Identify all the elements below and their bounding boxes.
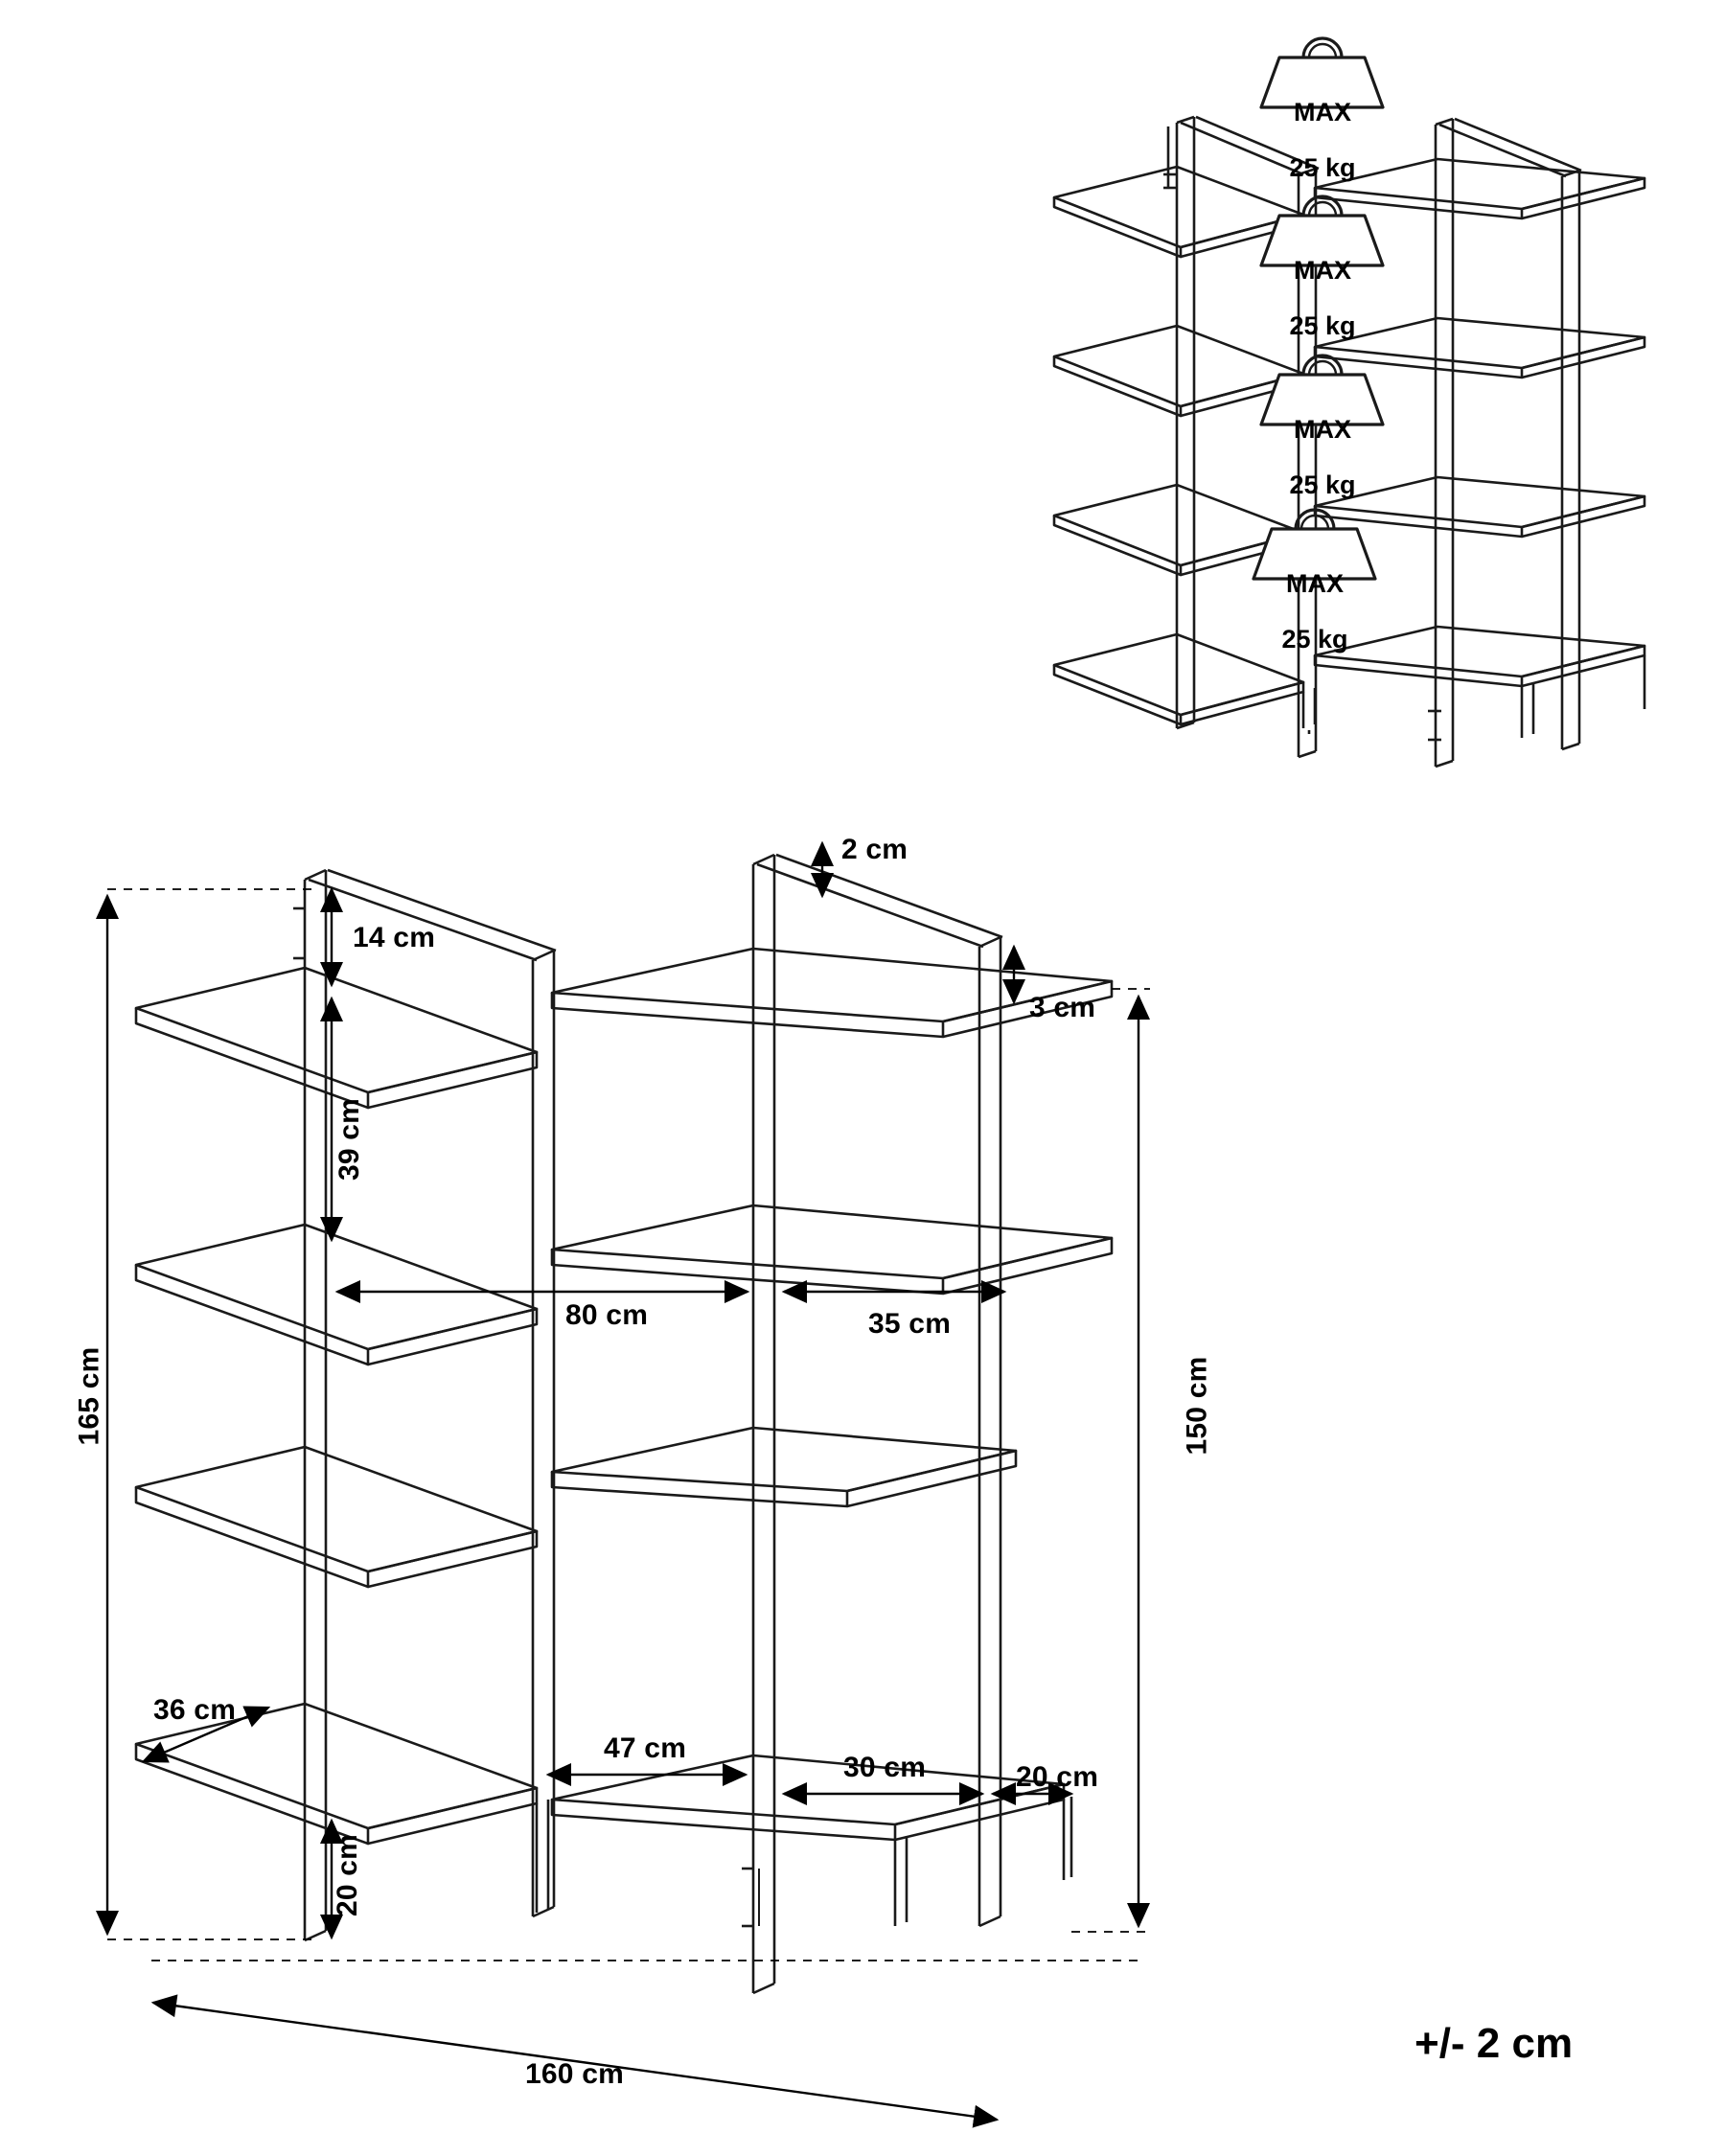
max-load-line1-4: MAX — [1286, 569, 1344, 599]
max-load-label-1 — [1263, 71, 1382, 183]
max-load-label-2 — [1263, 229, 1382, 341]
dimension-total-width: 160 cm — [525, 2058, 624, 2090]
max-load-line1-2: MAX — [1294, 256, 1351, 286]
max-load-line2-3: 25 kg — [1289, 470, 1356, 500]
dimension-total-height: 165 cm — [73, 1346, 105, 1446]
dimension-shelf-thickness: 3 cm — [1029, 992, 1096, 1023]
dimension-top-shelf-gap: 14 cm — [353, 922, 436, 953]
max-load-line1-1: MAX — [1294, 98, 1351, 127]
max-load-line2-4: 25 kg — [1281, 625, 1348, 654]
dimension-lower-right-span: 30 cm — [843, 1752, 927, 1783]
dimension-lower-left-span: 47 cm — [604, 1732, 687, 1764]
dimension-tier-gap: 39 cm — [334, 1097, 366, 1181]
dimension-top-offset: 2 cm — [841, 834, 908, 865]
dimension-lower-end-span: 20 cm — [1016, 1761, 1099, 1793]
dimension-left-shelf-width: 80 cm — [565, 1299, 649, 1331]
max-load-label-3 — [1263, 388, 1382, 500]
dimension-lines — [107, 843, 1150, 2120]
max-load-line1-3: MAX — [1294, 415, 1351, 445]
max-load-line2-2: 25 kg — [1289, 311, 1356, 341]
tolerance-note: +/- 2 cm — [1414, 2020, 1574, 2067]
dimension-depth: 36 cm — [153, 1694, 237, 1726]
dimension-right-shelf-width: 35 cm — [868, 1308, 952, 1340]
max-load-line2-1: 25 kg — [1289, 153, 1356, 183]
max-load-label-4 — [1255, 542, 1374, 654]
dimension-bottom-clearance: 20 cm — [332, 1833, 364, 1917]
dimension-frame-height: 150 cm — [1181, 1356, 1213, 1456]
main-drawing — [136, 855, 1112, 1993]
